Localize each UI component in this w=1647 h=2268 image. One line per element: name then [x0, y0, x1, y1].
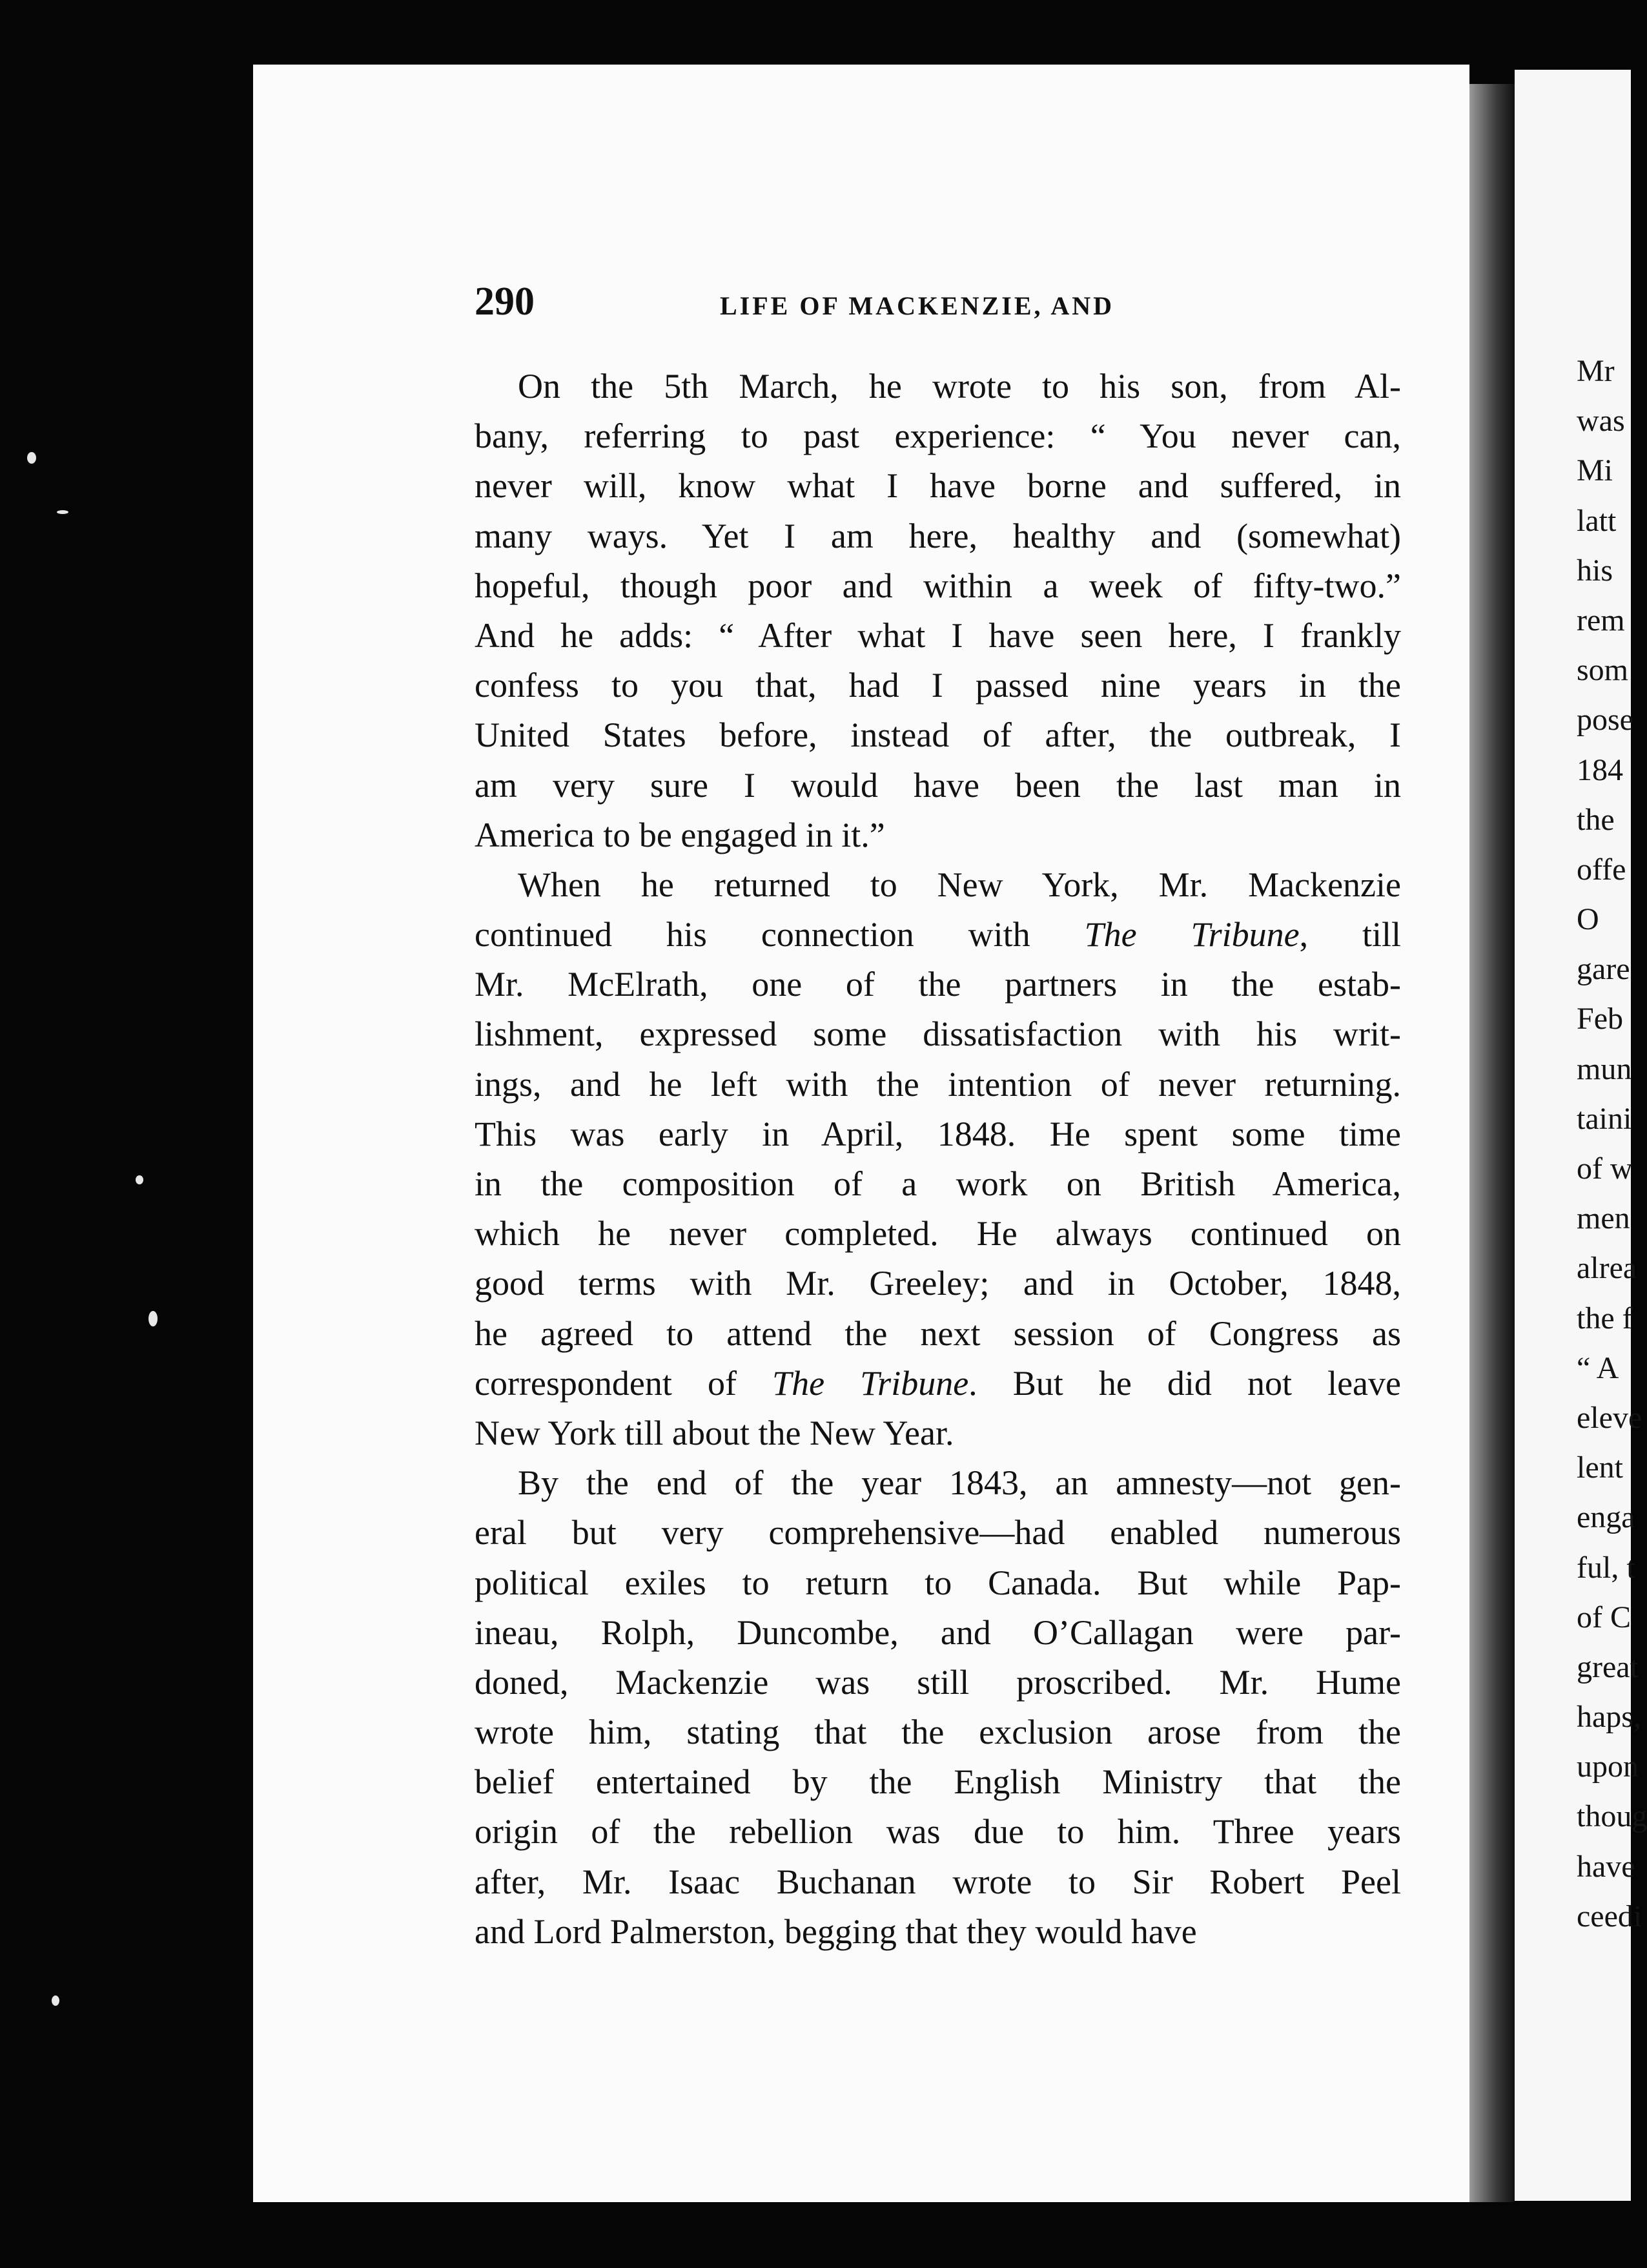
right-page-text	[1577, 346, 1647, 1941]
right-page-fragment: Mr	[1577, 354, 1615, 388]
right-page-fragment: Mi	[1577, 453, 1613, 488]
right-page-fragment: great	[1577, 1649, 1639, 1684]
text-line: after, Mr. Isaac Buchanan wrote to Sir Robert Peel	[475, 1862, 1401, 1901]
right-page-fragment: mun	[1577, 1051, 1632, 1086]
text-line: never will, know what I have borne and suffered, in	[475, 466, 1401, 506]
right-page-fragment: lent	[1577, 1450, 1623, 1485]
right-page-fragment: ful, t	[1577, 1550, 1635, 1585]
text-line: political exiles to return to Canada. But while Pap-	[475, 1563, 1401, 1602]
right-page-fragment: ceedi	[1577, 1899, 1642, 1933]
right-page-fragment: pose	[1577, 703, 1633, 737]
text-line: ings, and he left with the intention of never returning.	[475, 1064, 1401, 1104]
scan-speck	[27, 452, 36, 464]
right-page-fragment: of C	[1577, 1600, 1631, 1634]
text-line: bany, referring to past experience: “ You never can,	[475, 417, 1401, 456]
text-line: lishment, expressed some dissatisfaction with his writ-	[475, 1015, 1401, 1054]
right-page-fragment: “ A	[1577, 1350, 1619, 1385]
page-fold	[1469, 84, 1515, 2202]
right-page-fragment: thoug	[1577, 1799, 1647, 1834]
page-header	[475, 279, 1401, 331]
right-page-fragment: of w	[1577, 1151, 1633, 1186]
text-line: origin of the rebellion was due to him. Three years	[475, 1812, 1401, 1851]
text-line: am very sure I would have been the last man in	[475, 765, 1401, 805]
text-line: belief entertained by the English Ministry that the	[475, 1762, 1401, 1802]
scan-speck	[52, 1995, 59, 2006]
right-page-fragment: the f	[1577, 1301, 1633, 1335]
body-text	[475, 362, 1401, 1957]
right-page-fragment: alrea	[1577, 1251, 1637, 1286]
text-line: doned, Mackenzie was still proscribed. Mr. Hume	[475, 1662, 1401, 1702]
scan-speck	[136, 1175, 143, 1184]
right-page-fragment: som	[1577, 653, 1629, 688]
right-page-fragment: was	[1577, 404, 1625, 438]
text-line: America to be engaged in it.”	[475, 815, 885, 854]
text-line: correspondent of The Tribune. But he did not leave	[475, 1363, 1401, 1403]
right-page-fragment: latt	[1577, 503, 1617, 538]
right-page-fragment: eleve	[1577, 1400, 1642, 1435]
scan-speck	[57, 510, 68, 514]
text-line: confess to you that, had I passed nine years in the	[475, 666, 1401, 705]
scan-speck	[148, 1311, 158, 1326]
text-line: Mr. McElrath, one of the partners in the estab-	[475, 965, 1401, 1004]
text-line: in the composition of a work on British America,	[475, 1164, 1401, 1203]
right-page-fragment: men	[1577, 1201, 1630, 1236]
text-line: On the 5th March, he wrote to his son, from Al-	[518, 367, 1401, 406]
text-line: which he never completed. He always continued on	[475, 1214, 1401, 1253]
text-line: When he returned to New York, Mr. Mackenzie	[518, 865, 1401, 904]
right-page-fragment: offe	[1577, 852, 1626, 887]
right-page-fragment: his	[1577, 553, 1613, 588]
text-line: continued his connection with The Tribune, till	[475, 915, 1402, 954]
right-page-fragment: haps,	[1577, 1700, 1641, 1735]
text-line: ineau, Rolph, Duncombe, and O’Callagan were par-	[475, 1613, 1401, 1652]
right-page-fragment: taini	[1577, 1101, 1632, 1136]
text-line: By the end of the year 1843, an amnesty—not gen-	[518, 1463, 1401, 1503]
right-page-fragment: gare	[1577, 952, 1630, 987]
right-page-fragment: rem	[1577, 603, 1625, 637]
text-line: New York till about the New Year.	[475, 1413, 954, 1452]
right-page-fragment: 184	[1577, 752, 1623, 787]
right-page-fragment: upon	[1577, 1749, 1639, 1784]
right-page-fragment: Feb	[1577, 1002, 1623, 1036]
text-line: hopeful, though poor and within a week of fifty-two.”	[475, 566, 1401, 605]
text-line: United States before, instead of after, the outbreak, I	[475, 716, 1401, 755]
text-line: and Lord Palmerston, begging that they would have	[475, 1912, 1197, 1951]
text-line: This was early in April, 1848. He spent some time	[475, 1114, 1401, 1153]
text-line: good terms with Mr. Greeley; and in October, 1848,	[475, 1264, 1401, 1303]
right-page-fragment: O	[1577, 902, 1599, 937]
right-page-fragment: have	[1577, 1849, 1635, 1884]
right-page-fragment: enga	[1577, 1500, 1635, 1535]
text-line: And he adds: “ After what I have seen here, I frankly	[475, 615, 1401, 655]
right-page	[1515, 70, 1647, 2201]
text-line: wrote him, stating that the exclusion arose from the	[475, 1713, 1401, 1752]
text-line: he agreed to attend the next session of Congress as	[475, 1314, 1401, 1353]
text-line: eral but very comprehensive—had enabled numerous	[475, 1513, 1401, 1552]
text-line: many ways. Yet I am here, healthy and (somewhat)	[475, 516, 1401, 555]
running-head: LIFE OF MACKENZIE, AND	[720, 291, 1115, 320]
right-page-fragment: the	[1577, 802, 1615, 837]
page-number: 290	[475, 280, 535, 324]
